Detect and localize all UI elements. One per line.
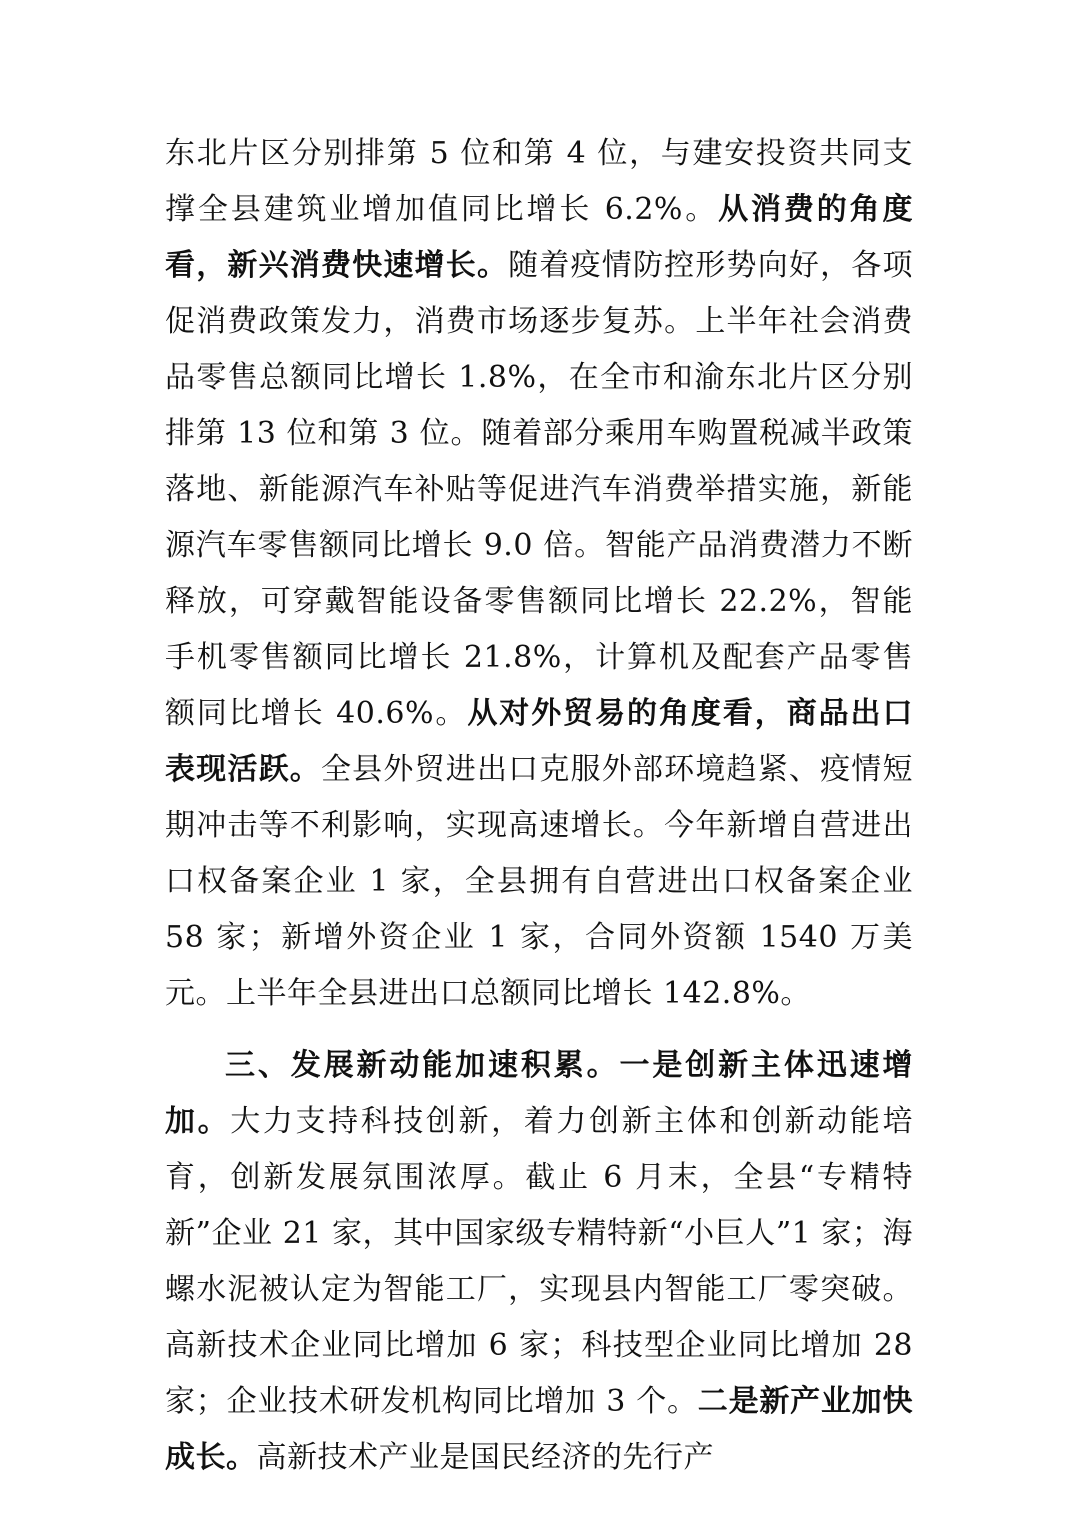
text-segment: 大力支持科技创新，着力创新主体和创新动能培育，创新发展氛围浓厚。截止 6 月末，全县“专精特新”企业 21 家，其中国家级专精特新“小巨人”1 家；海螺水泥被认定为智能工厂，实现县内智能工厂零突破。高新技术企业同比增加 6 家；科技型企业同比增加 28 家；企业技术研发机构同比增加 3 个。: [165, 1104, 914, 1419]
paragraph-consumption-trade: [165, 126, 913, 1022]
bold-heading-foreign-trade: 从对外贸易的角度看，商品出口表现活跃。: [165, 696, 913, 787]
bold-heading-new-industry: 二是新产业加快成长。: [165, 1384, 913, 1475]
paragraph-new-momentum: [165, 1038, 913, 1486]
text-segment: 全县外贸进出口克服外部环境趋紧、疫情短期冲击等不利影响，实现高速增长。今年新增自营进出口权备案企业 1 家，全县拥有自营进出口权备案企业 58 家；新增外资企业 1 家，合同外资额 1540 万美元。上半年全县进出口总额同比增长 142.8%。: [165, 752, 914, 1011]
section-heading-three: 三、发展新动能加速积累。一是创新主体迅速增加。: [165, 1048, 913, 1139]
text-segment: 东北片区分别排第 5 位和第 4 位，与建安投资共同支撑全县建筑业增加值同比增长 6.2%。: [165, 136, 913, 227]
text-segment: 随着疫情防控形势向好，各项促消费政策发力，消费市场逐步复苏。上半年社会消费品零售总额同比增长 1.8%，在全市和渝东北片区分别排第 13 位和第 3 位。随着部分乘用车购置税减半政策落地、新能源汽车补贴等促进汽车消费举措实施，新能源汽车零售额同比增长 9.0 倍。智能产品消费潜力不断释放，可穿戴智能设备零售额同比增长 22.2%，智能手机零售额同比增长 21.8%，计算机及配套产品零售额同比增长 40.6%。: [165, 248, 914, 731]
bold-heading-consumption: 从消费的角度看，新兴消费快速增长。: [165, 192, 913, 283]
text-segment: 高新技术产业是国民经济的先行产: [256, 1440, 714, 1475]
document-body: [165, 126, 913, 1486]
